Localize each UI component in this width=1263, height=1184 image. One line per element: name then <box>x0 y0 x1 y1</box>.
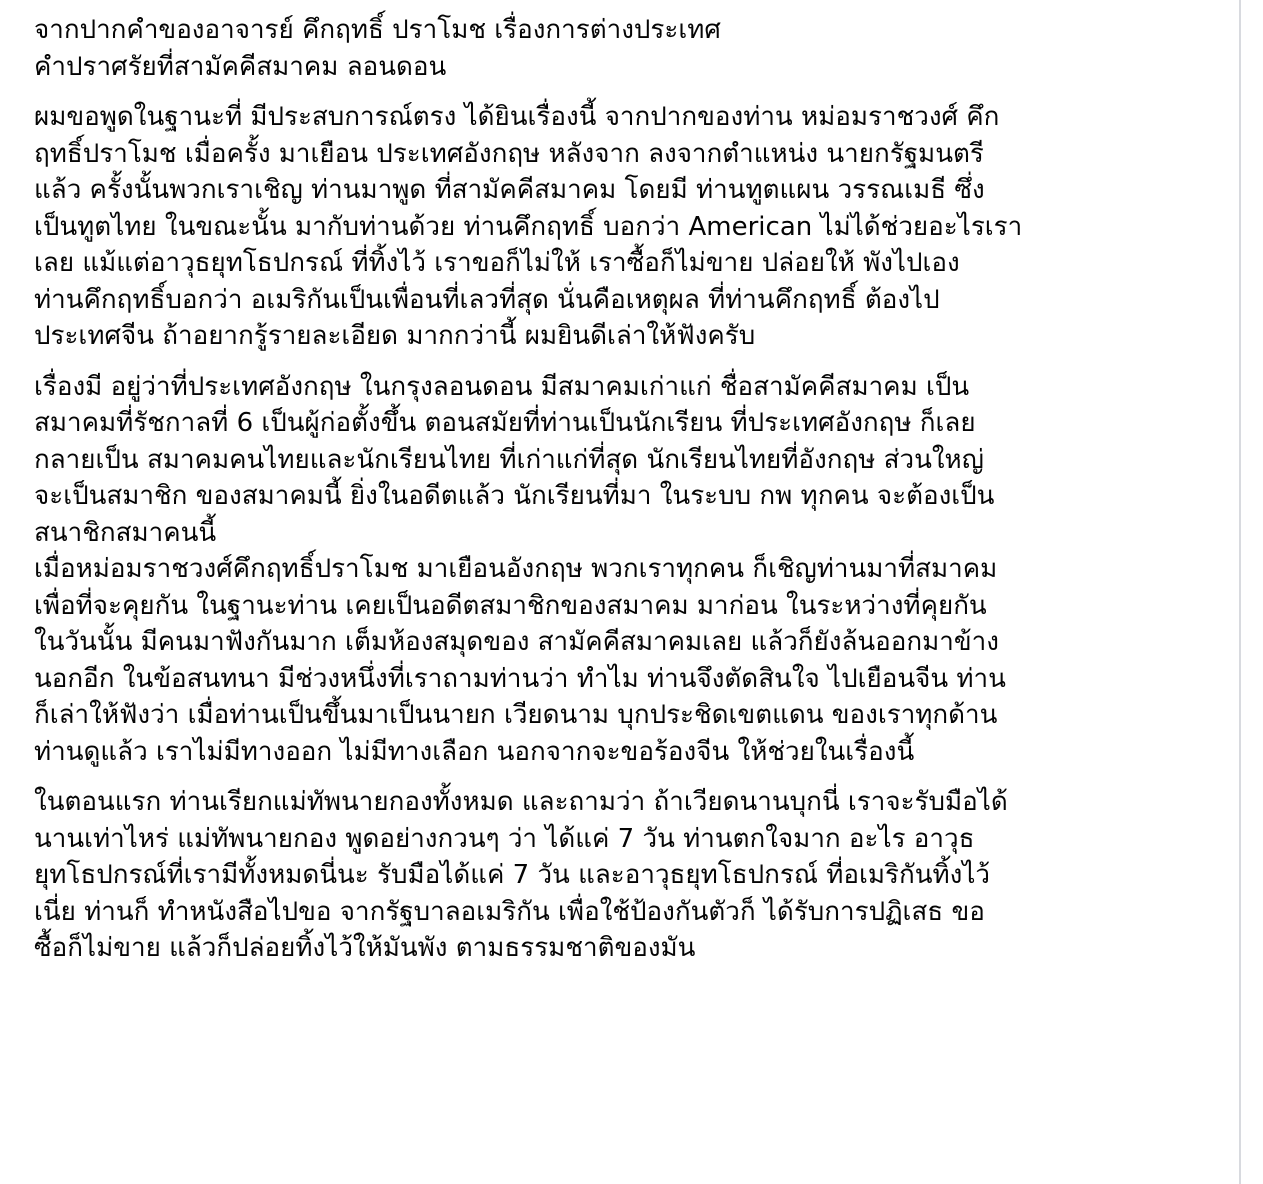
post-body <box>34 12 1214 981</box>
text-line: ประเทศจีน ถ้าอยากรู้รายละเอียด มากกว่านี้ ผมยินดีเล่าให้ฟังครับ <box>34 321 756 351</box>
paragraph <box>34 99 1214 355</box>
text-line: นานเท่าไหร่ แม่ทัพนายกอง พูดอย่างกวนๆ ว่า ได้แค่ 7 วัน ท่านตกใจมาก อะไร อาวุธ <box>34 823 975 854</box>
text-line: จะเป็นสมาชิก ของสมาคมนี้ ยิ่งในอดีตแล้ว นักเรียนที่มา ในระบบ กพ ทุกคน จะต้องเป็น <box>34 481 995 511</box>
text-line: ท่านดูแล้ว เราไม่มีทางออก ไม่มีทางเลือก นอกจากจะขอร้องจีน ให้ช่วยในเรื่องนี้ <box>34 736 915 767</box>
text-line: เมื่อหม่อมราชวงศ์คึกฤทธิ์ปราโมช มาเยือนอังกฤษ พวกเราทุกคน ก็เชิญท่านมาที่สมาคม <box>34 554 998 584</box>
text-line: แล้ว ครั้งนั้นพวกเราเชิญ ท่านมาพูด ที่สามัคคีสมาคม โดยมี ท่านทูตแผน วรรณเมธี ซึ่ง <box>34 175 985 205</box>
text-line: จากปากคำของอาจารย์ คึกฤทธิ์ ปราโมช เรื่องการต่างประเทศ <box>34 15 721 45</box>
text-line: สมาคมที่รัชกาลที่ 6 เป็นผู้ก่อตั้งขึ้น ตอนสมัยที่ท่านเป็นนักเรียน ที่ประเทศอังกฤษ ก็เลย <box>34 408 976 438</box>
paragraph <box>34 784 1214 967</box>
text-line: เลย แม้แต่อาวุธยุทโธปกรณ์ ที่ทิ้งไว้ เราขอก็ไม่ให้ เราซื้อก็ไม่ขาย ปล่อยให้ พังไปเอง <box>34 248 960 278</box>
text-line: ในตอนแรก ท่านเรียกแม่ทัพนายกองทั้งหมด และถามว่า ถ้าเวียดนานบุกนี่ เราจะรับมือได้ <box>34 787 1008 817</box>
text-line: เนี่ย ท่านก็ ทำหนังสือไปขอ จากรัฐบาลอเมริกัน เพื่อใช้ป้องกันตัวก็ ได้รับการปฏิเสธ ขอ <box>34 896 985 927</box>
scrollbar-divider <box>1239 0 1241 1184</box>
text-line: ซื้อก็ไม่ขาย แล้วก็ปล่อยทิ้งไว้ให้มันพัง ตามธรรมชาติของมัน <box>34 933 696 963</box>
text-line: เพื่อที่จะคุยกัน ในฐานะท่าน เคยเป็นอดีตสมาชิกของสมาคม มาก่อน ในระหว่างที่คุยกัน <box>34 590 987 621</box>
paragraph <box>34 551 1214 770</box>
text-line: ฤทธิ์ปราโมช เมื่อครั้ง มาเยือน ประเทศอังกฤษ หลังจาก ลงจากตำแหน่ง นายกรัฐมนตรี <box>34 138 984 169</box>
text-line: เป็นทูตไทย ในขณะนั้น มากับท่านด้วย ท่านคึกฤทธิ์ บอกว่า American ไม่ได้ช่วยอะไรเรา <box>34 211 1023 242</box>
text-line: ยุทโธปกรณ์ที่เรามีทั้งหมดนี่นะ รับมือได้แค่ 7 วัน และอาวุธยุทโธปกรณ์ ที่อเมริกันทิ้งไว้ <box>34 860 990 890</box>
text-line: ผมขอพูดในฐานะที่ มีประสบการณ์ตรง ได้ยินเรื่องนี้ จากปากของท่าน หม่อมราชวงศ์ คึก <box>34 102 1000 132</box>
text-line: ก็เล่าให้ฟังว่า เมื่อท่านเป็นขึ้นมาเป็นนายก เวียดนาม บุกประชิดเขตแดน ของเราทุกด้าน <box>34 700 998 730</box>
text-line: นอกอีก ในข้อสนทนา มีช่วงหนึ่งที่เราถามท่านว่า ทำไม ท่านจึงตัดสินใจ ไปเยือนจีน ท่าน <box>34 663 1006 694</box>
text-line: คำปราศรัยที่สามัคคีสมาคม ลอนดอน <box>34 51 447 82</box>
text-line: เรื่องมี อยู่ว่าที่ประเทศอังกฤษ ในกรุงลอนดอน มีสมาคมเก่าแก่ ชื่อสามัคคีสมาคม เป็น <box>34 371 970 402</box>
text-line: สนาชิกสมาคนนี้ <box>34 517 217 548</box>
text-line: ในวันนั้น มีคนมาฟังกันมาก เต็มห้องสมุดของ สามัคคีสมาคมเลย แล้วก็ยังล้นออกมาข้าง <box>34 627 999 657</box>
text-line: กลายเป็น สมาคมคนไทยและนักเรียนไทย ที่เก่าแก่ที่สุด นักเรียนไทยที่อังกฤษ ส่วนใหญ่ <box>34 444 984 475</box>
paragraph <box>34 369 1214 552</box>
paragraph-title <box>34 12 1214 85</box>
text-line: ท่านคึกฤทธิ์บอกว่า อเมริกันเป็นเพื่อนที่เลวที่สุด นั่นคือเหตุผล ที่ท่านคึกฤทธิ์ ต้องไป <box>34 284 940 315</box>
